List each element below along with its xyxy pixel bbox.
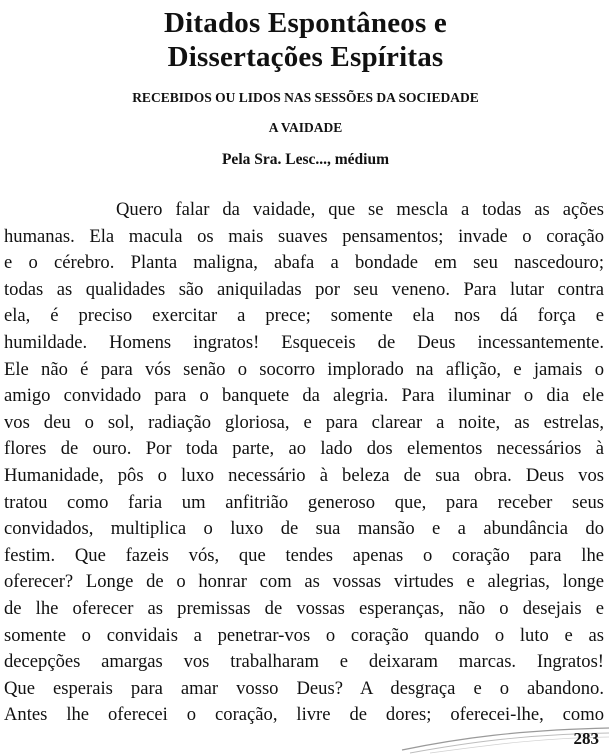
page-title-line-2: Dissertações Espíritas [167, 41, 444, 73]
body-line: flores de ouro. Por toda parte, ao lado dos elementos necessários à [4, 438, 604, 460]
body-line: convidados, multiplica o luxo de sua mansão e a abundância do [4, 518, 604, 540]
body-line: amigo convidado para o banquete da alegria. Para iluminar o dia ele [4, 385, 604, 407]
body-line: tratou como faria um anfitrião generoso que, para receber seus [4, 491, 604, 513]
page-number: 283 [573, 729, 599, 748]
body-line: humanas. Ela macula os mais suaves pensamentos; invade o coração [4, 225, 604, 247]
article-byline: Pela Sra. Lesc..., médium [221, 151, 390, 168]
page-title-line-1: Ditados Espontâneos e [164, 7, 447, 39]
body-line: Ele não é para vós senão o socorro implorado na aflição, e jamais o [4, 358, 604, 380]
body-line: humildade. Homens ingratos! Esqueceis de Deus incessantemente. [4, 331, 604, 353]
body-line: e o cérebro. Planta maligna, abafa a bondade em seu nascedouro; [4, 252, 604, 274]
body-line: oferecer? Longe de o honrar com as vossas virtudes e alegrias, longe [4, 571, 604, 593]
section-subtitle: RECEBIDOS OU LIDOS NAS SESSÕES DA SOCIEDADE [132, 90, 479, 105]
body-line: Antes lhe oferecei o coração, livre de dores; oferecei-lhe, como [4, 704, 604, 726]
article-heading: A VAIDADE [268, 120, 343, 135]
body-line: somente o convidais a penetrar-vos o coração quando o luto e as [4, 624, 604, 646]
body-line: Quero falar da vaidade, que se mescla a todas as ações [116, 199, 604, 220]
body-line: Que esperais para amar vosso Deus? A desgraça e o abandono. [4, 677, 604, 699]
body-line: decepções amargas vos trabalharam e deixaram marcas. Ingratos! [4, 651, 604, 673]
body-line: vos deu o sol, radiação gloriosa, e para clarear a noite, as estrelas, [4, 411, 604, 433]
body-line: todas as qualidades são aniquiladas por seu veneno. Para lutar contra [4, 278, 604, 300]
body-line: Humanidade, pôs o luxo necessário à beleza de sua obra. Deus vos [4, 464, 604, 486]
body-text [4, 197, 604, 729]
body-line: ela, é preciso exercitar a prece; somente ela nos dá força e [4, 305, 604, 327]
body-line: festim. Que fazeis vós, que tendes apenas o coração para lhe [4, 544, 604, 566]
body-line: de lhe oferecer as premissas de vossas esperanças, não o desejais e [4, 597, 604, 619]
page-title [0, 6, 611, 74]
